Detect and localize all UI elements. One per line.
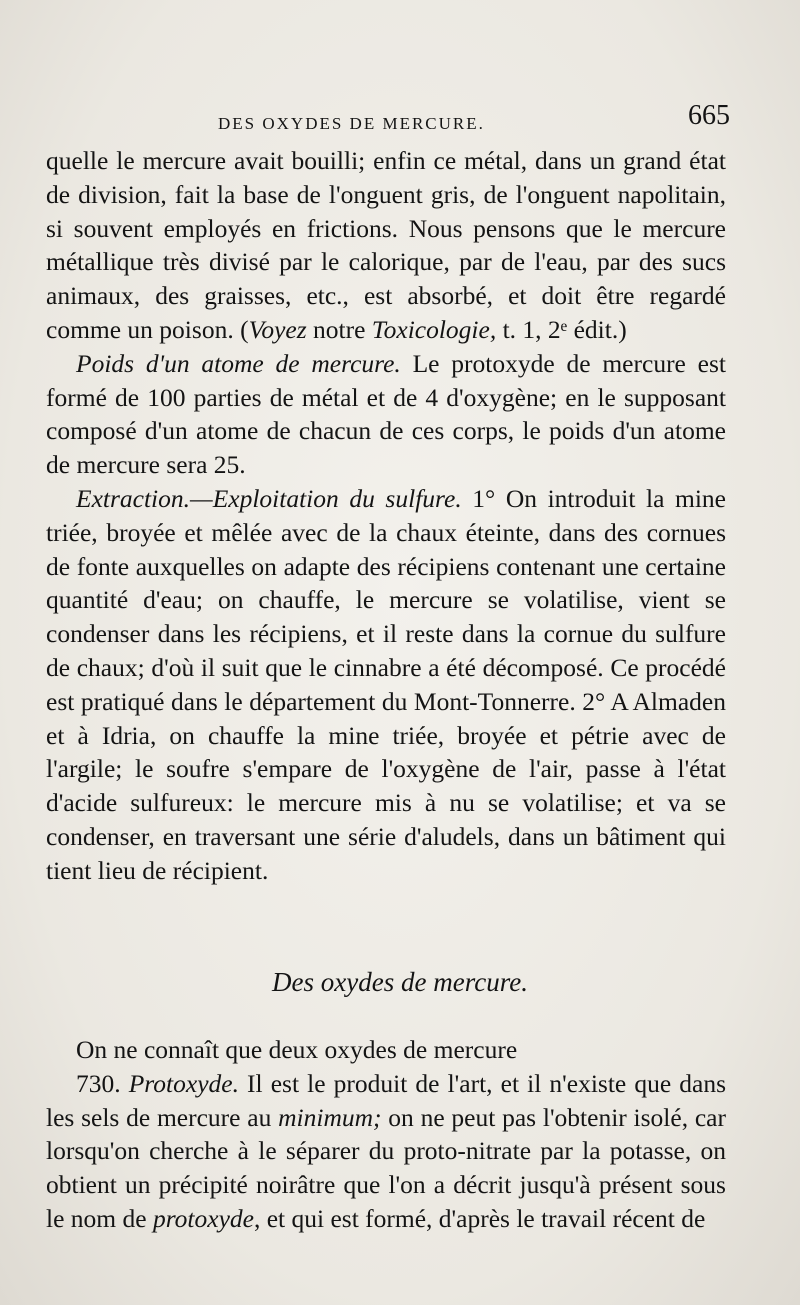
body-text-top xyxy=(46,144,726,888)
text-run: quelle le mercure avait bouilli; enfin ce métal, dans un grand état de division, fait la base de l'onguent gris, de l'onguent napolitain, si souvent employés en frictions. Nous pensons que le mercure métallique très divisé par le calorique, par de l'eau, par des sucs animaux, des graisses, etc., est absorbé, et doit être regardé comme un poison. ( xyxy=(46,146,726,344)
text-run: Le protoxyde de mercure est formé de 100 parties de métal et de 4 d'oxygène; en le supposant composé d'un atome de chacun de ces corps, le poids d'un atome de mercure sera 25. xyxy=(46,348,726,480)
page-number: 665 xyxy=(688,100,730,131)
text-run: t. 1, 2ᵉ édit.) xyxy=(496,314,627,344)
paragraph xyxy=(46,482,726,888)
text-run-italic: protoxyde xyxy=(152,1203,254,1233)
paragraph xyxy=(46,144,726,347)
text-run-italic: Poids d'un atome de mercure. xyxy=(76,348,401,378)
text-run: , et qui est formé, d'après le travail récent de xyxy=(253,1203,706,1233)
text-run: Il est le produit de l'art, et il n'existe que dans les sels de mercure au xyxy=(46,1068,726,1132)
paragraph xyxy=(46,1033,726,1067)
text-run: notre xyxy=(306,314,372,344)
text-run: 730. xyxy=(76,1068,129,1098)
page-header xyxy=(40,100,730,140)
text-run-italic: Protoxyde. xyxy=(128,1068,239,1098)
body-text-bottom xyxy=(46,1033,726,1236)
paragraph xyxy=(46,347,726,482)
text-run-italic: Extraction.—Exploitation du sulfure. xyxy=(76,483,462,513)
text-run-italic: Toxicologie, xyxy=(371,314,497,344)
text-run: On ne connaît que deux oxydes de mercure xyxy=(76,1035,518,1064)
section-heading: Des oxydes de mercure. xyxy=(272,967,528,997)
running-title: DES OXYDES DE MERCURE. xyxy=(218,114,485,133)
text-run: 1° On introduit la mine triée, broyée et mêlée avec de la chaux éteinte, dans des cornues de fonte auxquelles on adapte des récipiens contenant une certaine quantité d'eau; on chauffe, le mercure se volatilise, vient se condenser dans les récipiens, et il reste dans la cornue du sulfure de chaux; d'où il suit que le cinnabre a été décomposé. Ce procédé est pratiqué dans le département du Mont-Tonnerre. 2° A Almaden et à Idria, on chauffe la mine triée, broyée et pétrie avec de l'argile; le soufre s'empare de l'oxygène de l'air, passe à l'état d'acide sulfureux: le mercure mis à nu se volatilise; et va se condenser, en traversant une série d'aludels, dans un bâtiment qui tient lieu de récipient. xyxy=(46,483,726,885)
text-run-italic: minimum; xyxy=(278,1102,382,1132)
paragraph xyxy=(46,1067,726,1236)
text-run-italic: Voyez xyxy=(248,314,307,344)
text-run: on ne peut pas l'obtenir isolé, car lorsqu'on cherche à le séparer du proto-nitrate par la potasse, on obtient un précipité noirâtre que l'on a décrit jusqu'à présent sous le nom de xyxy=(46,1102,726,1233)
